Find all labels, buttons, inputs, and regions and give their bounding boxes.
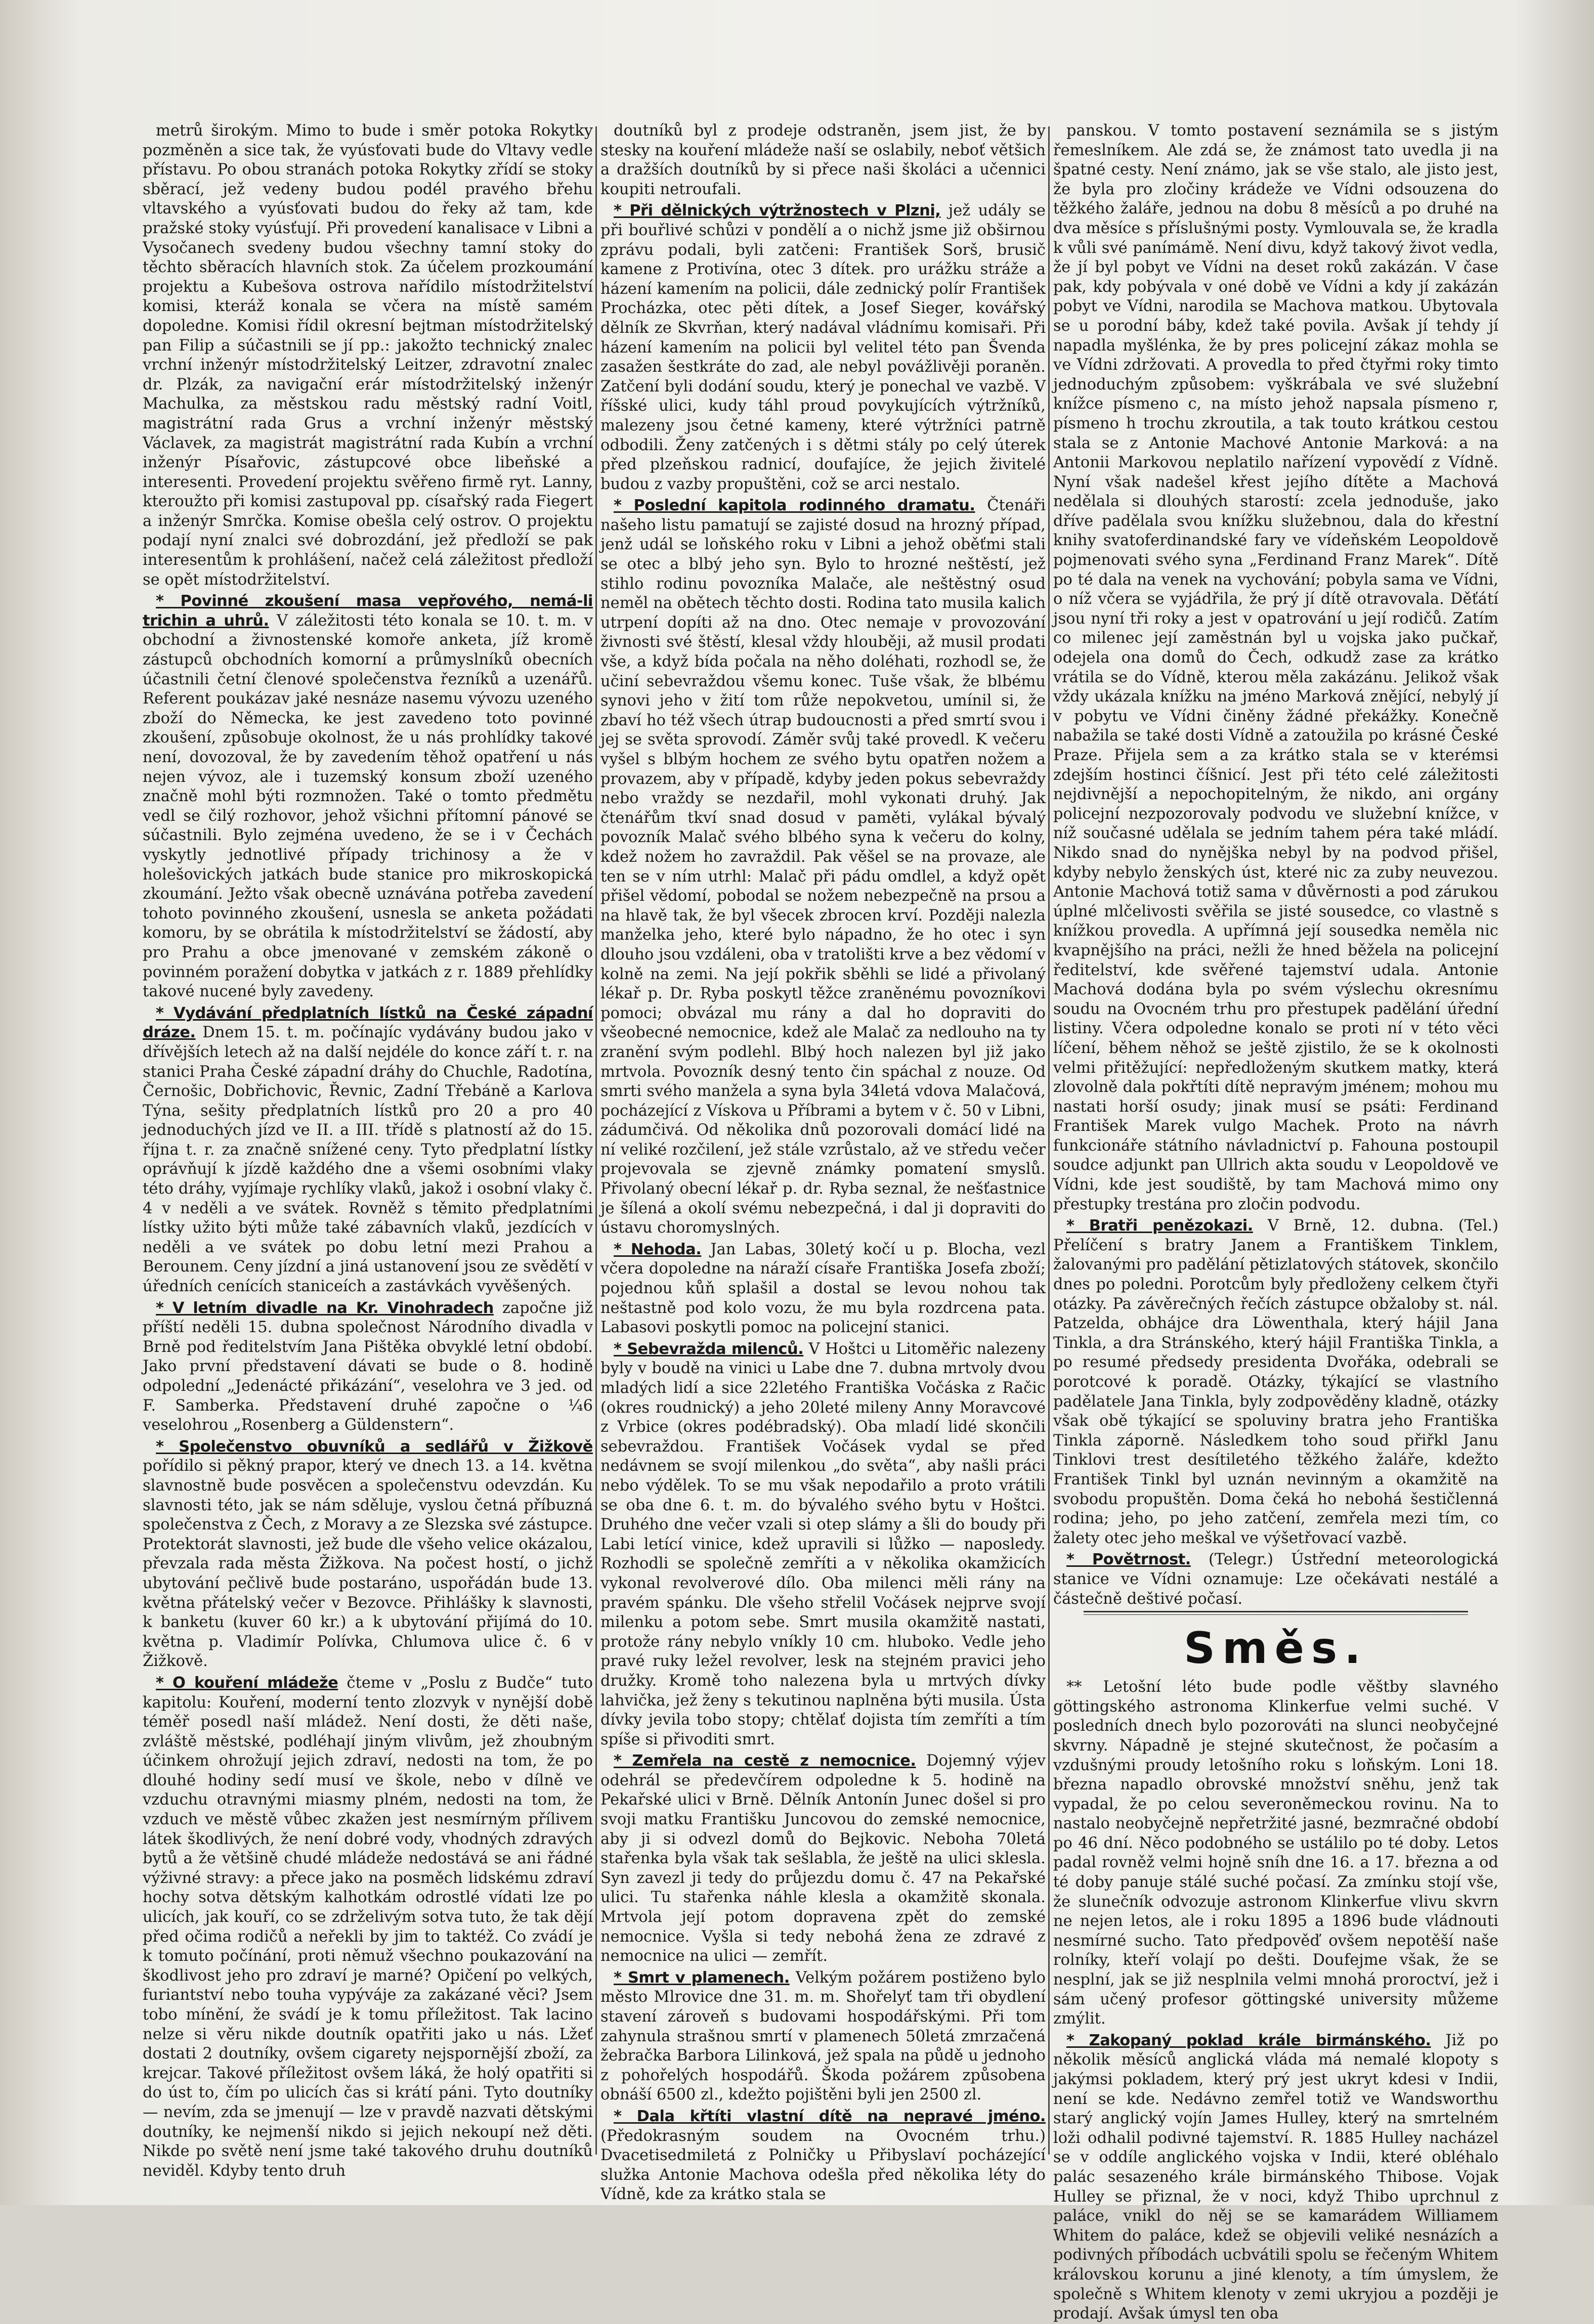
article-body: Dojemný výjev odehrál se předevčírem odpoledne k 5. hodině na Pekařské ulici v Brně. Dělník Antonín Junec došel si pro svoji matku Františku Juncovou do zemské nemocnice, aby ji si odvezl domů do Bejkovic. Neboha 70letá stařenka byla však tak sešlabla, že ještě na ulici sklesla. Syn zavezl ji tedy do průjezdu domu č. 47 na Pekařské ulici. Tu stařenka náhle klesla a okamžitě skonala. Mrtvola její potom dopravena zpět do zemské nemocnice. Vyšla si tedy nebohá žena ze zdravé z nemocnice na ulici — zemřít. <box>600 1752 1046 1965</box>
article-body: čteme v „Poslu z Budče“ tuto kapitolu: Kouření, moderní tento zlozvyk v nynější době téměř posedl naší mládež. Není dosti, že děti naše, zvláště městské, podléhají jiným vlivům, jež zhoubným účinkem ohrožují jejich zdraví, nedosti na tom, že po dlouhé hodiny sedí musí ve škole, nebo v dílně ve vzduchu otravnými miasmy plném, nedosti na tom, že vzduch ve městě vůbec zkažen jest nesmírným přílivem látek škodlivých, že není dobré vody, vhodných zdravých bytů a že většině chudé mládeže nedostává se ani řádné výživné stravy: a přece jako na posměch lidskému zdraví hochy sotva dětským kalhotkám odrostlé vídati lze po ulicích, jak kouří, co se zdrželivým sotva tuto, že tak dějí před očima rodičů a neřekli by jim to taktéž. Co zvádí je k tomuto počínání, proti němuž všechno poukazování na škodlivost jeho pro zdraví je marné? Opičení po velkých, furiantství nebo touha vypýváje za zakázané věci? Jsem tobo mínění, že svádí je k tomu příležitost. Tak lacino nelze si věru nikde doutník opatřiti jako u nás. Lžeť dostati 2 doutníky, ovšem cigarety nejspornější zboží, za krejcar. Takové příležitost ovšem láká, že holý opatřiti si do úst to, čím po ulicích čas si krátí páni. Tyto doutníky — nevím, zda se jmenují — lze v pravdě nazvati dětskými doutníky, ke nejmenší nikdo si jejich nekoupí než děti. Nikde po světě není jsme také takového druhu doutníků neviděl. Kdyby tento druh <box>143 1674 593 2180</box>
article-body: V záležitosti této konala se 10. t. m. v obchodní a živnostenské komoře anketa, jíž kromě zástupců obchodních komorní a průmyslníků obecních účastnili četní členové společenstva řezníků a uzenářů. Referent poukázav jaké nesnáze nasemu vývozu uzeného zboží do Německa, ke jest zavedeno toto povinné zkoušení, způsobuje okolnost, že u nás prohlídky takové není, dovozoval, že by zavedením těhož opatření u nás nejen vývoz, ale i tuzemský konsum zboží uzeného značně mohl býti rozmnožen. Také o tomto předmětu vedl se čilý rozhovor, jehož všichni přítomní pánové se súčastnili. Bylo zejména uvedeno, že se i v Čechách vyskytly jednotlivé případy trichinosy a že v holešovických jatkách bude stanice pro mikroskopická zkoumání. Ježto však obecně uznávána potřeba zavedení tohoto povinného zkoušení, usnesla se anketa požádati komoru, by se obrátila k místodržitelství se žádostí, aby pro Prahu a obce jmenované v zemském zákoně o povinném poražení dobytka v jatkách z r. 1889 přehlídky takové nucené byly zavedeny. <box>143 611 593 1001</box>
article <box>143 592 593 1001</box>
article-body: metrů širokým. Mimo to bude i směr potoka Rokytky pozměněn a sice tak, že vyúsťovati bude do Vltavy vedle přístavu. Po obou stranách potoka Rokytky zřídí se stoky sběrací, jež vedeny budou podél pravého břehu vltavského a vyúsťovati budou do řeky až tam, kde pražské stoky vyúsťují. Při provedení kanalisace v Libni a Vysočanech svedeny budou všechny tamní stoky do těchto sběracích hlavních stok. Za účelem prozkoumání projektu a Kubešova ostrova nařídilo místodržitelství komisi, kteráž konala se včera na místě samém dopoledne. Komisi řídil okresní bejtman místodržitelský pan Filip a súčastnili se jí pp.: jakožto technický znalec vrchní inženýr místodržitelský Leitzer, zdravotní znalec dr. Plzák, za navigační erár místodržitelský inženýr Machulka, za městskou radu městský radní Voitl, magistrátní rada Grus a vrchní inženýr městský Václavek, za magistrát magistrátní rada Kubín a vrchní inženýr Písařovic, zástupcové obce libeňské a interesenti. Provedení projektu svěřeno firmě ryt. Lanny, kteroužto při komisi zastupoval pp. císařský rada Fiegert a inženýr Smrčka. Komise obešla celý ostrov. O projektu podají nyní znalci své dobrozdání, jež předloží se pak interesentům k prohlášení, načež celá záležitost předloží se opět místodržitelství. <box>143 122 593 589</box>
article-body: (Předokrasným soudem na Ovocném trhu.) Dvacetisedmiletá z Polničky u Přibyslaví pocházející služka Antonie Machova odešla před několika léty do Vídně, kde za krátko stala se <box>600 2127 1046 2204</box>
article-body: panskou. V tomto postavení seznámila se s jistým řemeslníkem. Ale zdá se, že známost tato uvedla ji na špatné cesty. Není známo, jak se vše stalo, ale jisto jest, že byla pro zločiny krádeže ve Vídni odsouzena do těžkého žaláře, jednou na dobu 8 měsíců a po druhé na dva měsíce s příslušnými posty. Vymlouvala se, že kradla k vůli své panímámě. Není divu, když takový život vedla, že jí byl pobyt ve Vídni na deset roků zakázán. V čase pak, kdy pobývala v oné době ve Vídni a kdy jí zakázán pobyt ve Vídni, narodila se Machova matkou. Ubytovala se u porodní báby, kdež také povila. Avšak jí tehdy jí napadla myšlénka, že by pres policejní zákaz mohla se ve Vídni zdržovati. A provedla to před čtyřmi roky timto jednoduchým způsobem: vyškrábala ve své služební knížce písmeno c, na místo jehož napsala písmeno r, písmeno h trochu zkroutila, a tak touto krátkou cestou stala se z Antonie Machové Antonie Marková: a na Antonii Markovou neplatilo nařízení vypovědí z Vídně. Nyní však nadešel křest jejího dítěte a Machová nedělala si dlouhých starostí: zcela jednoduše, jako dříve padělala svou knížku služebnou, dala do křestní knihy svatoferdinandské fary ve vídeňském Leopoldově pojmenovati svého syna „Ferdinand Franz Marek“. Dítě po té dala na venek na vychování; pobyla sama ve Vídni, o níž včera se vyjádřila, že prý jí dítě otravovala. Děťátí jsou nyní tři roky a jest v opatrování u její rodičů. Zatím co milenec její zaměstnán byl u vojska jako pučkař, odejela ona domů do Čech, odkudž zase za krátko vrátila se do Vídně, kterou měla zakázánu. Jelikož však vždy ukázala knížku na jméno Marková znějící, nebylý jí v pobytu ve Vídni činěny žádné překážky. Konečně nabažila se také dosti Vídně a zatoužila po krásné České Praze. Přijela sem a za krátko stala se v kterémsi zdejším hostinci číšnicí. Jest při této celé záležitosti nejdivnější a nepochopitelným, že nikdo, ani orgány policejní nezpozorovaly podvodu ve služební knížce, v níž současné udělala se jedním tahem péra také mládí. Nikdo snad do nynějška nebyl by na podvod přišel, kdyby nebylo ženských úst, které nic za zuby neuvezou. Antonie Machová totiž sama v důvěrnosti a pod zárukou úplné mlčelivosti svěřila se jisté sousedce, co vlastně s knížkou provedla. A upřímná její sousedka neměla nic kvapnějšího na práci, nežli že hned běžela na policejní ředitelství, kde svěřené tajemství udala. Antonie Machová dodána byla po svém výslechu okresnímu soudu na Ovocném trhu pro přestupek padělání úřední listiny. Včera odpoledne konalo se proti ní v této věci líčení, během něhož se ještě zjistilo, že se k okolnosti velmi přitěžující: nepředloženým skutkem matky, která zlovolně dala pokřtíti dítě nepravým jménem; mohou mu nastati horší osudy; jinak musí se psáti: Ferdinand František Marek vulgo Machek. Proto na návrh funkcionáře státního návladnictví p. Fahouna postoupil soudce adjunkt pan Ullrich akta soudu v Leopoldově ve Vídni, kde jest soudiště, by tam Machová mimo ony přestupky trestána pro zločin podvodu. <box>1053 122 1498 1213</box>
article-headline: * Společenstvo obuvníků a sedlářů v Žižkově <box>156 1437 593 1456</box>
column-divider <box>1048 126 1050 2155</box>
article-body: Již po několik měsíců anglická vláda má nemalé klopoty s jakýmsi pokladem, který prý jest ukryt kdesi v Indii, není se kde. Nedávno zemřel totiž ve Wandsworthu starý anglický vojín James Hulley, který na smrtelném loži odhalil podivné tajemství. R. 1885 Hulley nacházel se v oddíle anglického vojska v Indii, které obléhalo palác sesazeného krále birmánského Thibose. Vojak Hulley se přiznal, že v noci, když Thibo uprchnul z paláce, vnikl do něj se se kamarádem Williamem Whitem do paláce, kdež se objevili veliké nesnázích a podivných příbodách ucbvátili spolu se řečeným Whitem královskou korunu a jiné klenoty, a tím úmyslem, že společně s Whitem klenoty v zemi ukryjou a později je prodají. Avšak úmysl ten oba <box>1053 2031 1499 2323</box>
article <box>143 1437 593 1672</box>
article <box>600 496 1046 1238</box>
article-body: Jan Labas, 30letý kočí u p. Blocha, vezl včera dopoledne na náraží císaře Františka Josefa zboží; pojednou kůň splašil a dostal se levou nohou tak neštastně pod kolo vozu, že mu byla rozdrcena pata. Labasovi poskytli pomoc na policejní stanici. <box>600 1240 1046 1337</box>
article <box>143 1004 593 1297</box>
article-body: ** Letošní léto bude podle věštby slavného göttingského astronoma Klinkerfue velmi suché. V posledních dnech bylo pozorováti na slunci neobyčejné skvrny. Nápadně je stejné skutečnost, že počasím a vzdušnými proudy letošního roku s loňským. Loni 18. března napadlo obrovské množství sněhu, jenž tak vypadal, že po celou severoněmeckou rovinu. Na to nastalo neobyčejně nepřetržité jasné, bezmračné období po 46 dní. Něco podobného se ustálilo po té doby. Letos padal rovněž velmi hojně sníh dne 16. a 17. března a od té doby panuje stálé suché počasí. Za zmínku stojí vše, že slunečník odvozuje astronom Klinkerfue vlivu skvrn ne nejen letos, ale i roku 1895 a 1896 bude vládnouti nesmírné sucho. Tato předpověď ovšem nepotěší naše rolníky, kteří volají po dešti. Doufejme však, že se nesplní, jak se již nesplnila velmi mnohá proroctví, jež i sám učený profesor göttingské university můžeme zmýlit. <box>1053 1678 1498 2028</box>
article-headline: * Dala křtíti vlastní dítě na nepravé jméno. <box>614 2107 1046 2125</box>
article-body: započne již příští neděli 15. dubna společnost Národního divadla v Brně pod ředitelstvím Jana Pištěka obvyklé letní období. Jako první představení dávati se bude o 8. hodině odpolední „Jedenácté přikázání“, veselohra ve 3 jed. od F. Samberka. Představení druhé započne o ¼6 veselohrou „Rosenberg a Güldenstern“. <box>143 1299 593 1434</box>
article <box>600 1340 1046 1749</box>
article-headline: * Sebevražda milenců. <box>614 1340 804 1358</box>
article <box>143 1674 593 2181</box>
article-body: (Telegr.) Ústřední meteorologická stanice ve Vídni oznamuje: Lze očekávati nestálé a částečně deštivé počasí. <box>1053 1551 1498 1608</box>
article-headline: * Zakopaný poklad krále birmánského. <box>1066 2031 1431 2049</box>
article <box>600 1751 1046 1966</box>
article-headline: * Povinné zkoušení masa vepřového, nemá-li trichin a uhrů. <box>143 592 593 630</box>
article <box>143 1299 593 1435</box>
article-headline: * Nehoda. <box>614 1240 702 1258</box>
article-body: Čtenáři našeho listu pamatují se zajisté dosud na hrozný případ, jenž udál se loňského roku v Libni a jehož oběťmi stali se otec a blbý jeho syn. Bylo to hrozné neštěstí, jež stihlo rodinu povozníka Malače, ale neštěstný osud neměl na obětech těchto dosti. Rodina tato musila kalich utrpení dopíti až na dno. Otec nemaje v provozování živnosti své štěstí, klesal vždy hlouběji, až musil prodati vše, a když bída počala na něho doléhati, rozhodl se, že učiní sebevraždou všemu konec. Tuše však, že blbému synovi jeho v žití tom růže nepokvetou, umínil si, že zbaví ho též všech útrap budoucnosti a před smrtí svou i jej se světa sprovodí. Záměr svůj také provedl. K večeru vyšel s blbým hochem ze svého bytu opatřen nožem a provazem, aby v případě, kdyby jeden pokus sebevraždy nebo vraždy se nezdařil, mohl vykonati druhý. Jak čtenářům tkví snad dosud v paměti, vylákal bývalý povozník Malač svého blbého syna k večeru do kolny, kdež nožem ho zavraždil. Pak věšel se na provaze, ale ten se v ním utrhl: Malač při pádu omdlel, a když opět přišel vědomí, pobodal se nožem nebezpečně na prsou a na hlavě tak, že byl všecek zbrocen krví. Později nalezla manželka jeho, které bylo nápadno, že ho otec i syn dlouho jsou vzdáleni, oba v tratolišti krve a bez vědomí v kolně na zemi. Na její pokřik sběhli se lidé a přivolaný lékař p. Dr. Ryba poskytl těžce zraněnému povozníkovi pomoci; obvázal mu rány a dal ho dopraviti do všeobecné nemocnice, kdež ale Malač za nedlouho na ty zranění svým podlehl. Blbý hoch nalezen byl již jako mrtvola. Povozník desný tento čin spáchal z nouze. Od smrti svého manžela a syna byla 34letá vdova Malačová, pocházející z Vískova u Příbrami a bytem v č. 50 v Libni, zádumčivá. Od několika dnů pozorovali domácí lidé na ní veliké rozčilení, jež stále vzrůstalo, až ve středu večer projevovala se zjevně známky pomatení smyslů. Přivolaný obecní lékař p. dr. Ryba seznal, že nešťastnice je šílená a okolí svému nebezpečná, i dal ji dopraviti do ústavu choromyslných. <box>600 497 1046 1237</box>
article <box>143 121 593 590</box>
article-body: V Brně, 12. dubna. (Tel.) Přelíčení s bratry Janem a Františkem Tinklem, žalovanými pro padělání pětizlatových státovek, skončilo dnes po poledni. Porotcům byly předloženy celkem čtyři otázky. Pa závěrečných řečích zástupce obžaloby st. nál. Patzelda, obhájce dra Löwenthala, který hájil Jana Tinkla, a dra Stránského, který hájil Františka Tinkla, a po resumé předsedy presidenta Dvořáka, odebrali se porotcové k poradě. Otázky, týkající se vlastního padělatele Jana Tinkla, byly zodpověděny kladně, otázky však obě týkající se spoluviny bratra jeho Františka Tinkla záporně. Následkem toho soud přiřkl Janu Tinklovi trest desítiletého těžkého žaláře, kdežto František Tinkl byl uznán nevinným a okamžitě na svobodu propuštěn. Doma čeká ho nebohá šestičlenná rodina; jeho, po jeho zatčení, zemřela mezi tím, co žalety otec jeho meškal ve výšetřovací vazbě. <box>1053 1217 1498 1547</box>
article-headline: * Poslední kapitola rodinného dramatu. <box>614 497 975 515</box>
article-headline: * Při dělnických výtržnostech v Plzni, <box>614 202 941 220</box>
article-headline: * Vydávání předplatních lístků na České západní dráze. <box>143 1004 593 1042</box>
article-headline: * O kouření mládeže <box>156 1674 338 1692</box>
section-title: Směs. <box>1184 1623 1368 1674</box>
article <box>1053 1678 1498 2029</box>
article-headline: * V letním divadle na Kr. Vinohradech <box>156 1299 494 1317</box>
article <box>600 201 1046 494</box>
article <box>1053 1216 1498 1548</box>
newspaper-page <box>143 121 1499 2323</box>
article <box>1053 2031 1498 2324</box>
column-divider <box>595 126 597 2155</box>
section-divider <box>1084 1611 1468 1615</box>
article <box>600 2107 1046 2205</box>
article-headline: * Zemřela na cestě z nemocnice. <box>614 1752 916 1770</box>
article-body: V Hoštci u Litoměřic nalezeny byly v boudě na vinici u Labe dne 7. dubna mrtvoly dvou mladých lidí a sice 22letého Františka Vočáska z Račic (okres roudnický) a jeho 20leté mileny Anny Moravcové z Vrbice (okres podébradský). Oba mladí lidé skončili sebevraždou. František Vočásek vydal se před nedávnem se svojí milenkou „do světa“, aby našli práci nebo výdělek. To se mu však nepodařilo a proto vrátili se oba dne 6. t. m. do bývalého svého bytu v Hoštci. Druhého dne večer vzali si otep slámy a šli do boudy při Labi letící vinice, kdež upravili si lůžko — naposledy. Rozhodli se společně zemříti a v několika okamžicích vykonal revolverové dílo. Oba milenci měli rány na pravém spánku. Dle všeho střelil Vočásek nejprve svojí milenku a potom sebe. Smrt musila okamžitě nastati, protože rány nebylo vníkly 10 cm. hluboko. Vedle jeho pravé ruky ležel revolver, lesk na stejném pravici jeho družky. Kromě toho nalezena byla u mrtvých dívky lahvička, jež ženy s tekutinou naplněna býti musila. Ústa dívky jevila tobo stopy; chtělať dojista tím zemříti a tím spíše si přivoditi smrt. <box>600 1340 1046 1748</box>
article-headline: * Smrt v plamenech. <box>614 1968 790 1987</box>
article-body: Dnem 15. t. m. počínajíc vydávány budou jako v dřívějších letech až na další nejdéle do konce září t. r. na stanici Praha České západní dráhy do Chuchle, Radotína, Černošic, Dobřichovic, Řevnic, Zadní Třebáně a Karlova Týna, sešity předplatních lístků pro 20 a pro 40 jednoduchých jízd ve II. a III. třídě s platností až do 15. října t. r. za značně snížené ceny. Tyto předplatní lístky oprávňují k jízdě každého dne a všemi osobními vlaky této dráhy, vyjímaje rychlíky vlaků, jakož i osobní vlaky č. 4 v neděli a ve svátek. Rovněž s těmito předplatními lístky užito býti může také zábavních vlaků, jezdících v neděli a ve svátek po dobu letní mezi Prahou a Berounem. Ceny jízdní a jiná ustanovení jsou ze svědětí v úředních cenících staniceích a zastávkách vyvěšených. <box>143 1024 593 1296</box>
article <box>600 1240 1046 1338</box>
column-1 <box>143 121 593 2180</box>
article-body: doutníků byl z prodeje odstraněn, jsem jist, že by stesky na kouření mládeže naší se oslabily, neboť většich a dražších doutníků by si přece naši školáci a učennici koupiti netroufali. <box>600 122 1046 198</box>
column-2 <box>600 121 1046 2204</box>
article <box>1053 121 1498 1214</box>
article <box>1053 1550 1498 1609</box>
article <box>600 1968 1046 2105</box>
article-body: jež udály se při bouřlivé schůzi v pondělí a o nichž jsme již obširnou zprávu podali, byli zatčeni: František Sorš, brusič kamene z Protivína, otec 3 dítek. pro urážku stráže a házení kamením na policii, dále zednický polír František Procházka, otec pěti dítek, a Josef Sieger, kovářský dělník ze Skvrňan, který nadával vládnímu komisaři. Při házení kamením na policii byl velitel této pan Švenda zasažen šestkráte do zad, ale nebyl povážlivěji poraněn. Zatčení byli dodání soudu, který je ponechal ve vazbě. V říšské ulici, kudy táhl proud povykujících výtržníků, malezeny jsou četné kameny, které výtržníci patrně odbodili. Ženy zatčených i s dětmi stály po celý úterek před plzeňskou radnicí, doufajíce, že jejich živitelé budou z vazby propuštěni, což se arci nestalo. <box>600 202 1046 493</box>
column-3 <box>1053 121 1499 2323</box>
article-headline: * Povětrnost. <box>1066 1551 1191 1569</box>
article-body: Velkým požárem postiženo bylo město Mlrovice dne 31. m. m. Shořelyť tam tři obydlení stavení zároveň s budovami hospodářskými. Při tom zahynula strašnou smrtí v plamenech 50letá zmrzačená žebračka Barbora Lilinková, jež spala na půdě u jednoho z pohořelých hospodářů. Škoda požárem způsobena obnáší 6500 zl., kdežto pojištěni byli jen 2500 zl. <box>600 1968 1046 2104</box>
article-headline: * Bratři penězokazi. <box>1066 1217 1253 1235</box>
article-body: pořídilo si pěkný prapor, který ve dnech 13. a 14. května slavnostně bude posvěcen a společenstvu odevzdán. Ku slavnosti této, jak se nám sděluje, vyslou četná příbuzná společenstva z Čech, z Moravy a ze Slezska své zástupce. Protektorát slavnosti, jež bude dle všeho velice okázalou, převzala rada města Žižkova. Na počest hostí, o jichž ubytování pečlivě bude postaráno, uspořádán bude 13. května přátelský večer v Bezovce. Přihlášky k slavnosti, k banketu (kuver 60 kr.) a k ubytování přijímá do 10. května p. Vladimír Polívka, Chlumova ulice č. 6 v Žižkově. <box>143 1457 593 1671</box>
article <box>600 121 1046 199</box>
